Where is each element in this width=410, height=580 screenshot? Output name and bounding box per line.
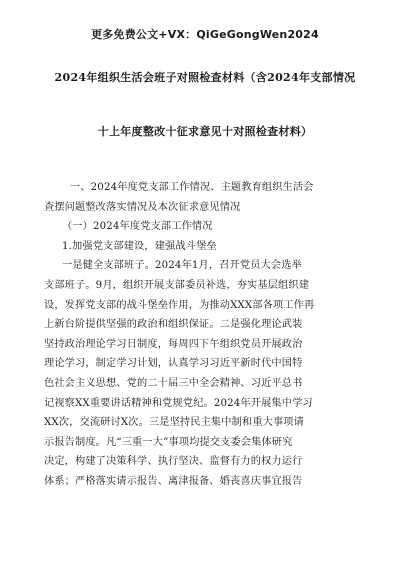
section-heading-line: 一、2024年度党支部工作情况、主题教育组织生活会 [70,182,314,193]
item-heading-text: 1.加强党支部建设，建强战斗堡垒 [62,240,217,252]
promo-header: 更多免费公文+VX：QiGeGongWen2024 [91,28,319,41]
body-paragraph [44,256,382,491]
paragraph-line: 示报告制度。凡“三重一大”事项均提交支委会集体研究 [44,436,293,448]
paragraph-line: 坚持政治理论学习日制度，每周四下午组织党员开展政治 [44,338,303,350]
sub-heading-text: （一）2024年度党支部工作情况 [62,221,213,233]
paragraph-line: 色社会主义思想、党的二十届三中全会精神、习近平总书 [44,377,303,389]
document-title-line-1: 2024年组织生活会班子对照检查材料（含2024年支部情况 [54,71,356,84]
paragraph-line: 理论学习，制定学习计划，认真学习习近平新时代中国特 [44,358,303,370]
paragraph-line: 记视察XX重要讲话精神和党规党纪。2024年开展集中学习 [44,397,313,409]
document-title-line-2: 十上年度整改十征求意见十对照检查材料） [97,125,313,138]
sub-heading [44,217,382,237]
paragraph-line: 设，发挥党支部的战斗堡垒作用，为推动XXX部各项工作再 [44,299,315,311]
paragraph-line: XX次，交流研讨X次。三是坚持民主集中制和重大事项请 [44,417,304,429]
paragraph-line: 体系；严格落实请示报告、离津报备、婚丧喜庆事宜报告 [44,475,303,487]
item-heading [44,237,382,257]
paragraph-line: 支部班子。9月，组织开展支部委员补选，夯实基层组织建 [44,279,310,291]
paragraph-line: 决定，构建了决策科学、执行坚决、监督有力的权力运行 [44,456,303,468]
document-body [44,178,382,492]
section-heading [44,178,382,217]
section-heading-line: 查摆问题整改落实情况及本次征求意见情况 [44,201,241,213]
paragraph-line: 上新台阶提供坚强的政治和组织保证。二是强化理论武装 [44,319,303,331]
paragraph-line: 一是健全支部班子。2024年1月，召开党员大会选举 [62,260,302,272]
